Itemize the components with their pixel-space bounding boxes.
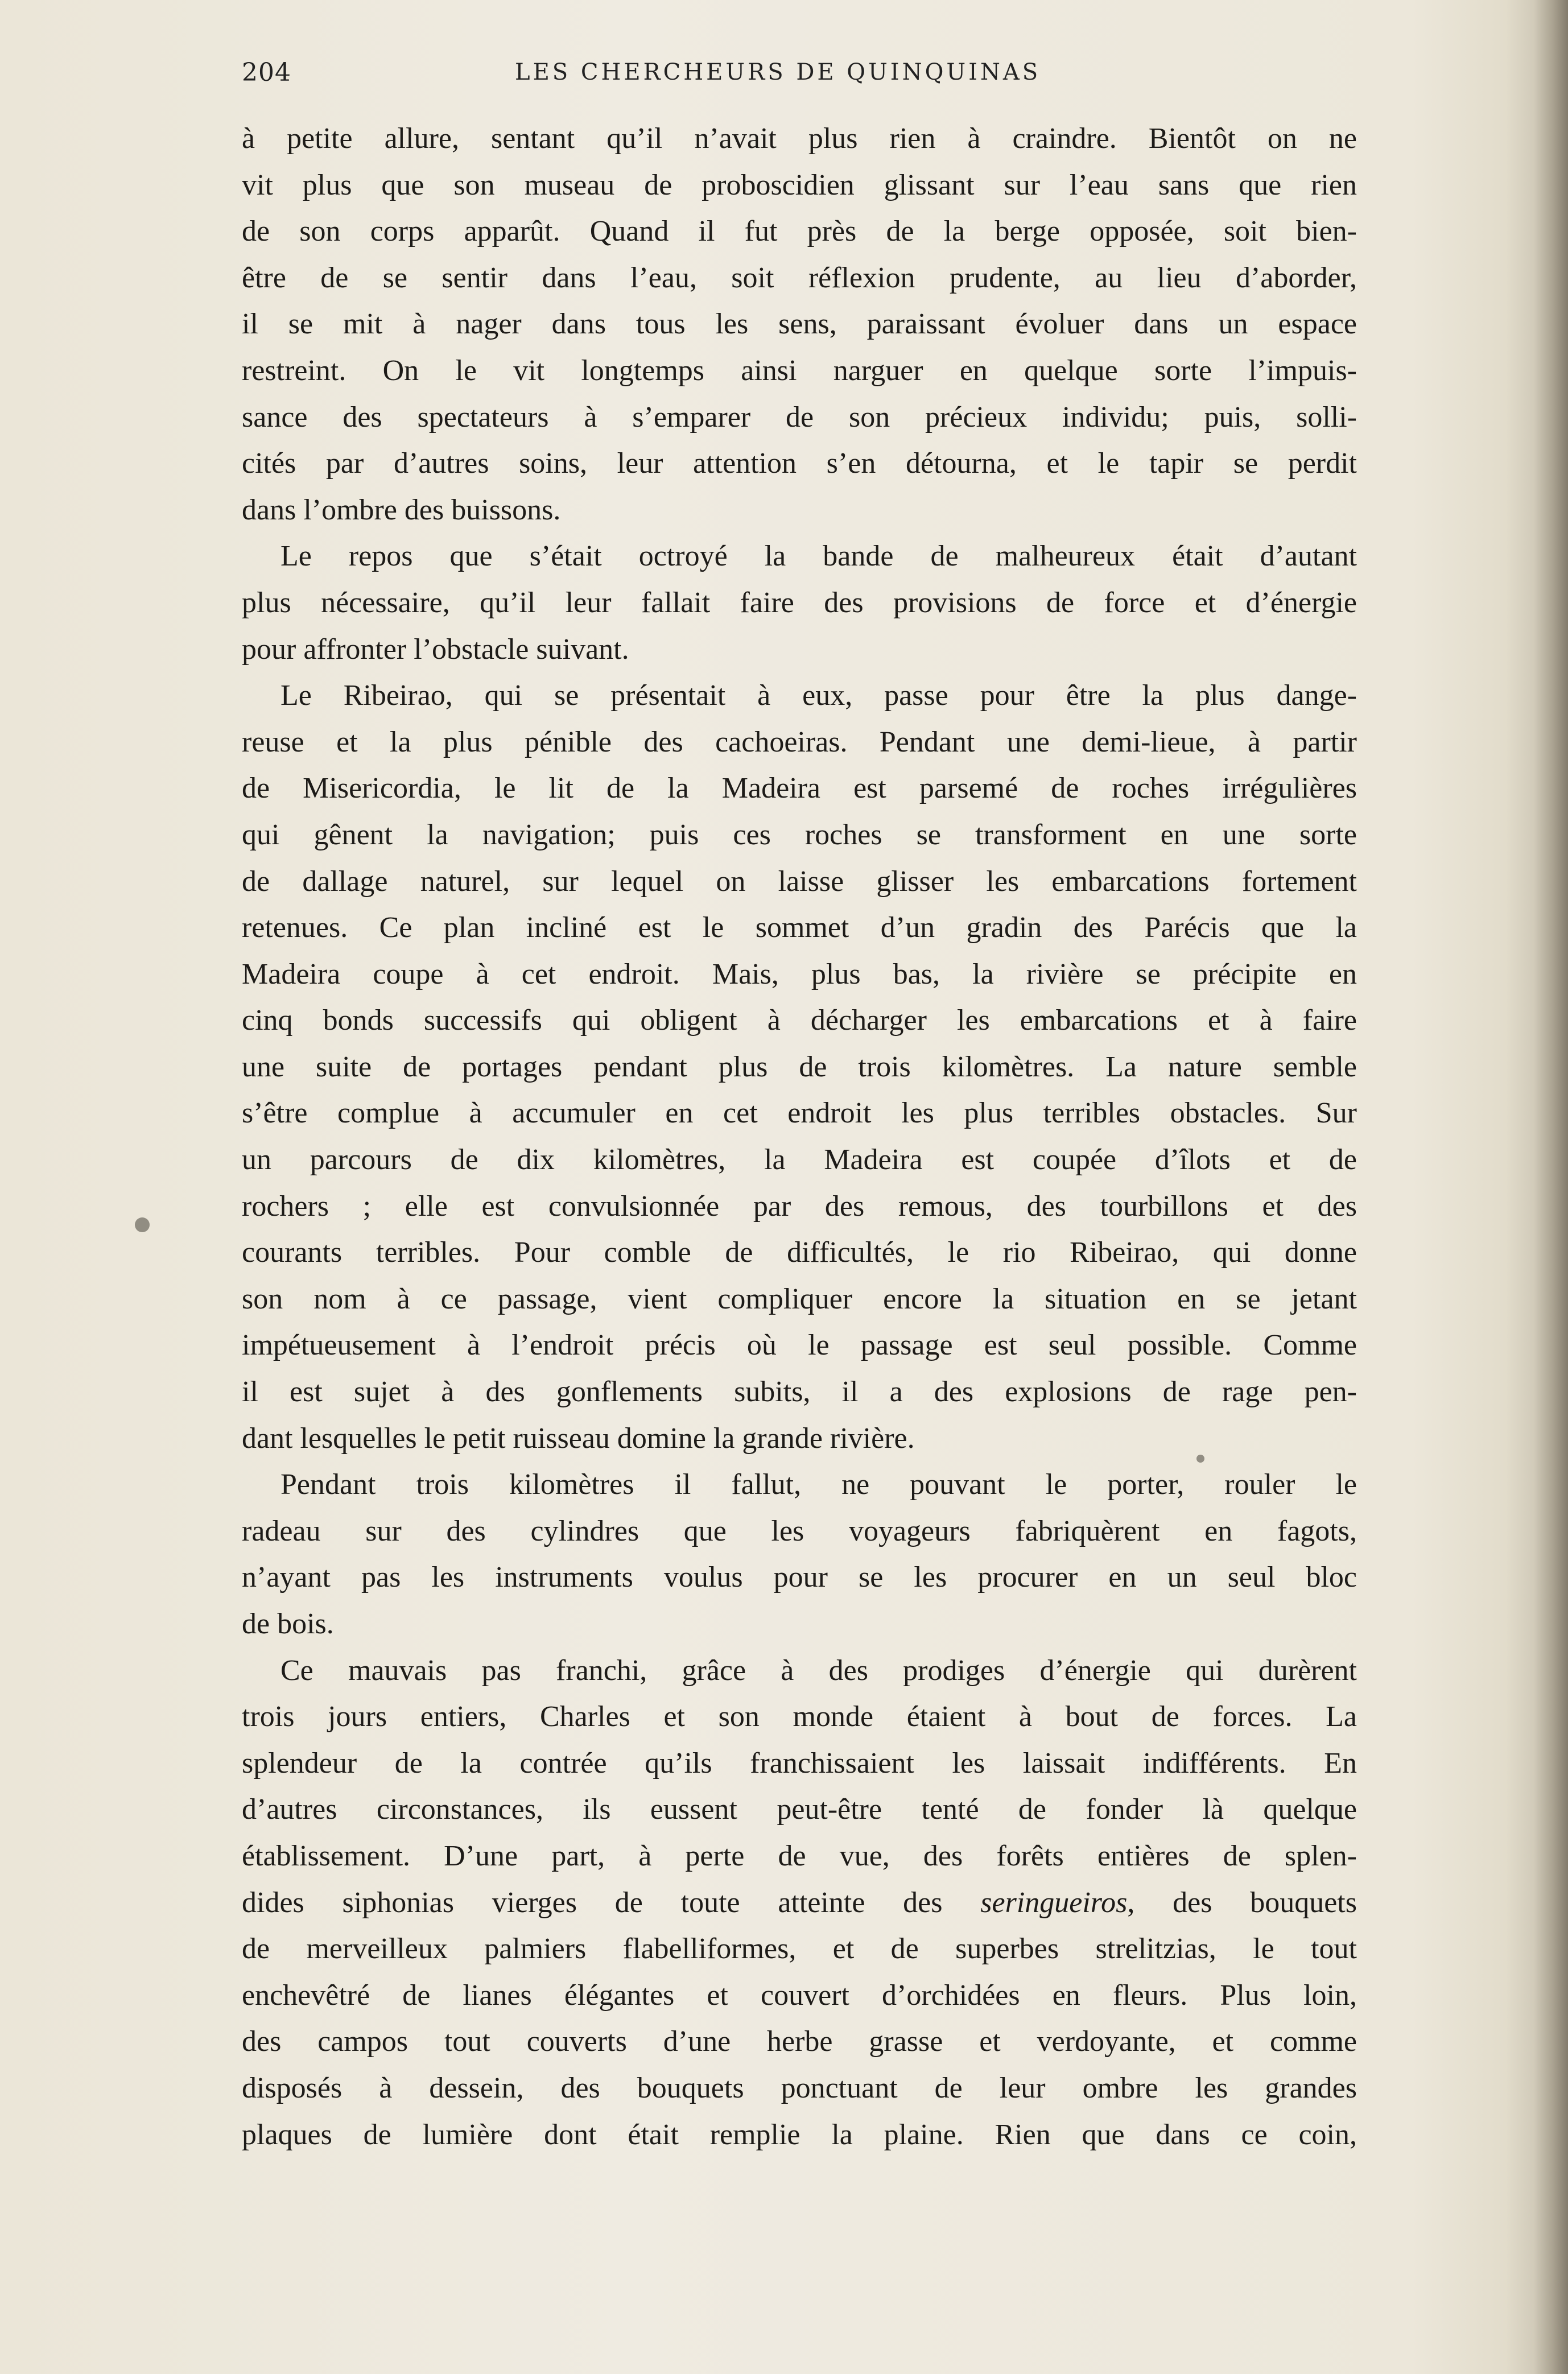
text-line: vit plus que son museau de proboscidien glissant sur l’eau sans que rien bbox=[242, 168, 1357, 201]
text-line: il se mit à nager dans tous les sens, paraissant évoluer dans un espace bbox=[242, 308, 1357, 341]
text-line: impétueusement à l’endroit précis où le passage est seul possible. Comme bbox=[242, 1329, 1357, 1362]
text-line: dans l’ombre des buissons. bbox=[242, 493, 561, 526]
text-line: une suite de portages pendant plus de trois kilomètres. La nature semble bbox=[242, 1050, 1357, 1083]
text-line: son nom à ce passage, vient compliquer encore la situation en se jetant bbox=[242, 1282, 1357, 1315]
text-line: de son corps apparût. Quand il fut près de la berge opposée, soit bien- bbox=[242, 215, 1357, 248]
page-header bbox=[242, 52, 1363, 92]
running-title: LES CHERCHEURS DE QUINQUINAS bbox=[515, 59, 1041, 85]
text-line: à petite allure, sentant qu’il n’avait plus rien à craindre. Bientôt on ne bbox=[242, 122, 1357, 155]
text-line: plaques de lumière dont était remplie la plaine. Rien que dans ce coin, bbox=[242, 2118, 1357, 2151]
text-line: dides siphonias vierges de toute atteinte des seringueiros, des bouquets bbox=[242, 1886, 1357, 1919]
text-line: un parcours de dix kilomètres, la Madeira est coupée d’îlots et de bbox=[242, 1143, 1357, 1176]
page-number: 204 bbox=[242, 58, 291, 87]
text-line: enchevêtré de lianes élégantes et couvert d’orchidées en fleurs. Plus loin, bbox=[242, 1979, 1357, 2012]
text-line: Le Ribeirao, qui se présentait à eux, passe pour être la plus dange- bbox=[280, 679, 1357, 712]
text-body bbox=[242, 115, 1357, 2158]
text-line: il est sujet à des gonflements subits, il a des explosions de rage pen- bbox=[242, 1376, 1357, 1409]
text-line: splendeur de la contrée qu’ils franchissaient les laissait indifférents. En bbox=[242, 1747, 1357, 1780]
text-line: reuse et la plus pénible des cachoeiras. Pendant une demi-lieue, à partir bbox=[242, 725, 1357, 758]
text-line: être de se sentir dans l’eau, soit réflexion prudente, au lieu d’aborder, bbox=[242, 261, 1357, 294]
text-line: courants terribles. Pour comble de difficultés, le rio Ribeirao, qui donne bbox=[242, 1236, 1357, 1269]
italic-term: seringueiros bbox=[980, 1886, 1128, 1919]
paragraph bbox=[242, 672, 1357, 1461]
text-line: s’être complue à accumuler en cet endroit les plus terribles obstacles. Sur bbox=[242, 1097, 1357, 1130]
text-line: établissement. D’une part, à perte de vue, des forêts entières de splen- bbox=[242, 1839, 1357, 1872]
text-line: qui gênent la navigation; puis ces roches se transforment en une sorte bbox=[242, 818, 1357, 851]
text-line: sance des spectateurs à s’emparer de son précieux individu; puis, solli- bbox=[242, 401, 1357, 433]
paragraph bbox=[242, 1461, 1357, 1647]
text-line: rochers ; elle est convulsionnée par des remous, des tourbillons et des bbox=[242, 1190, 1357, 1223]
text-line: des campos tout couverts d’une herbe grasse et verdoyante, et comme bbox=[242, 2025, 1357, 2058]
paragraph bbox=[242, 533, 1357, 672]
text-line: de bois. bbox=[242, 1608, 334, 1640]
text-line: pour affronter l’obstacle suivant. bbox=[242, 633, 629, 666]
text-line: de merveilleux palmiers flabelliformes, et de superbes strelitzias, le tout bbox=[242, 1933, 1357, 1966]
text-line: de dallage naturel, sur lequel on laisse glisser les embarcations fortement bbox=[242, 865, 1357, 898]
page-edge-shadow bbox=[1534, 0, 1568, 2374]
text-line: cinq bonds successifs qui obligent à décharger les embarcations et à faire bbox=[242, 1004, 1357, 1037]
paragraph bbox=[242, 115, 1357, 533]
text-line: Madeira coupe à cet endroit. Mais, plus bas, la rivière se précipite en bbox=[242, 957, 1357, 990]
text-line: Pendant trois kilomètres il fallut, ne pouvant le porter, rouler le bbox=[280, 1468, 1357, 1501]
text-line: retenues. Ce plan incliné est le sommet d’un gradin des Parécis que la bbox=[242, 911, 1357, 944]
text-line: disposés à dessein, des bouquets ponctuant de leur ombre les grandes bbox=[242, 2071, 1357, 2104]
text-line: n’ayant pas les instruments voulus pour se les procurer en un seul bloc bbox=[242, 1561, 1357, 1594]
text-line: dant lesquelles le petit ruisseau domine la grande rivière. bbox=[242, 1422, 915, 1455]
text-line: radeau sur des cylindres que les voyageurs fabriquèrent en fagots, bbox=[242, 1514, 1357, 1547]
paper-speck bbox=[135, 1217, 150, 1232]
paper-speck bbox=[1196, 1455, 1204, 1463]
paragraph bbox=[242, 1648, 1357, 2158]
text-line: d’autres circonstances, ils eussent peut-être tenté de fonder là quelque bbox=[242, 1793, 1357, 1826]
text-line: Ce mauvais pas franchi, grâce à des prodiges d’énergie qui durèrent bbox=[280, 1654, 1357, 1687]
text-line: Le repos que s’était octroyé la bande de malheureux était d’autant bbox=[280, 540, 1357, 573]
text-line: trois jours entiers, Charles et son monde étaient à bout de forces. La bbox=[242, 1700, 1357, 1733]
text-line: restreint. On le vit longtemps ainsi narguer en quelque sorte l’impuis- bbox=[242, 354, 1357, 387]
text-line: de Misericordia, le lit de la Madeira est parsemé de roches irrégulières bbox=[242, 772, 1357, 805]
text-line: plus nécessaire, qu’il leur fallait faire des provisions de force et d’énergie bbox=[242, 586, 1357, 619]
text-line: cités par d’autres soins, leur attention s’en détourna, et le tapir se perdit bbox=[242, 447, 1357, 480]
